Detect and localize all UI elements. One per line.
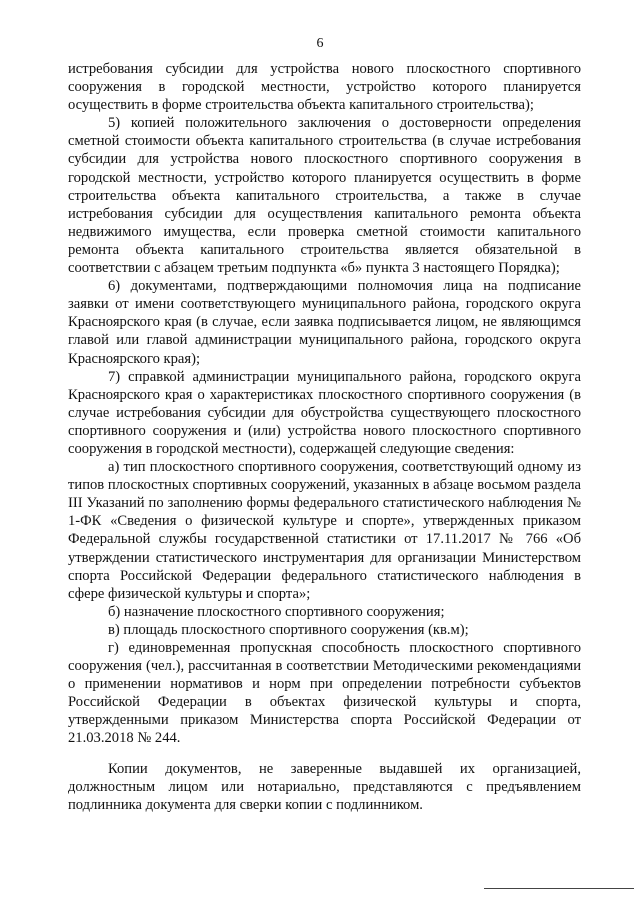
subitem-b: б) назначение плоскостного спортивного сооружения;	[108, 603, 445, 620]
paragraph-continuation: истребования субсидии для устройства нового плоскостного спортивного сооружения в городской местности, устройство которого планируется осуществить в форме строительства объекта капитального строительства);	[68, 61, 581, 114]
subitem-v: в) площадь плоскостного спортивного сооружения (кв.м);	[108, 621, 469, 638]
page-number: 6	[316, 36, 324, 51]
paragraph-copies-note: Копии документов, не заверенные выдавшей их организацией, должностным лицом или нотариально, представляются с предъявлением подлинника документа для сверки копии с подлинником.	[68, 760, 581, 813]
subitem-a: а) тип плоскостного спортивного сооружения, соответствующий одному из типов плоскостных спортивных сооружений, указанных в абзаце восьмом раздела III Указаний по заполнению формы федерального статистического наблюдения № 1-ФК «Сведения о физической культуре и спорте», утвержденных приказом Федеральной службы государственной статистики от 17.11.2017 № 766 «Об утверждении статистического инструментария для организации Министерством спорта Российской Федерации федерального статистического наблюдения в сфере физической культуры и спорта»;	[68, 459, 581, 602]
paragraph-item-7: 7) справкой администрации муниципального района, городского округа Красноярского края о характеристиках плоскостного спортивного сооружения (в случае истребования субсидии для обустройства существующего плоскостного спортивного сооружения и (или) устройства нового плоскостного спортивного сооружения в городской местности), содержащей следующие сведения:	[68, 368, 581, 457]
footer-rule	[484, 888, 634, 889]
document-body	[68, 60, 581, 814]
paragraph-item-6: 6) документами, подтверждающими полномочия лица на подписание заявки от имени соответствующего муниципального района, городского округа Красноярского края (в случае, если заявка подписывается лицом, не являющимся главой или главой администрации муниципального района, городского округа Красноярского края);	[68, 278, 581, 367]
subitem-g: г) единовременная пропускная способность плоскостного спортивного сооружения (чел.), рассчитанная в соответствии Методическими рекомендациями о применении нормативов и норм при определении потребности субъектов Российской Федерации в объектах физической культуры и спорта, утвержденными приказом Министерства спорта Российской Федерации от 21.03.2018 № 244.	[68, 640, 581, 747]
paragraph-item-5: 5) копией положительного заключения о достоверности определения сметной стоимости объекта капитального строительства (в случае истребования субсидии для устройства нового плоскостного спортивного сооружения в городской местности, устройство которого планируется осуществить в форме строительства объекта капитального строительства, а также в случае истребования субсидии для осуществления капитального ремонта объекта недвижимого имущества, если проверка сметной стоимости капитального ремонта объекта капитального строительства является обязательной в соответствии с абзацем третьим подпункта «б» пункта 3 настоящего Порядка);	[68, 115, 581, 277]
